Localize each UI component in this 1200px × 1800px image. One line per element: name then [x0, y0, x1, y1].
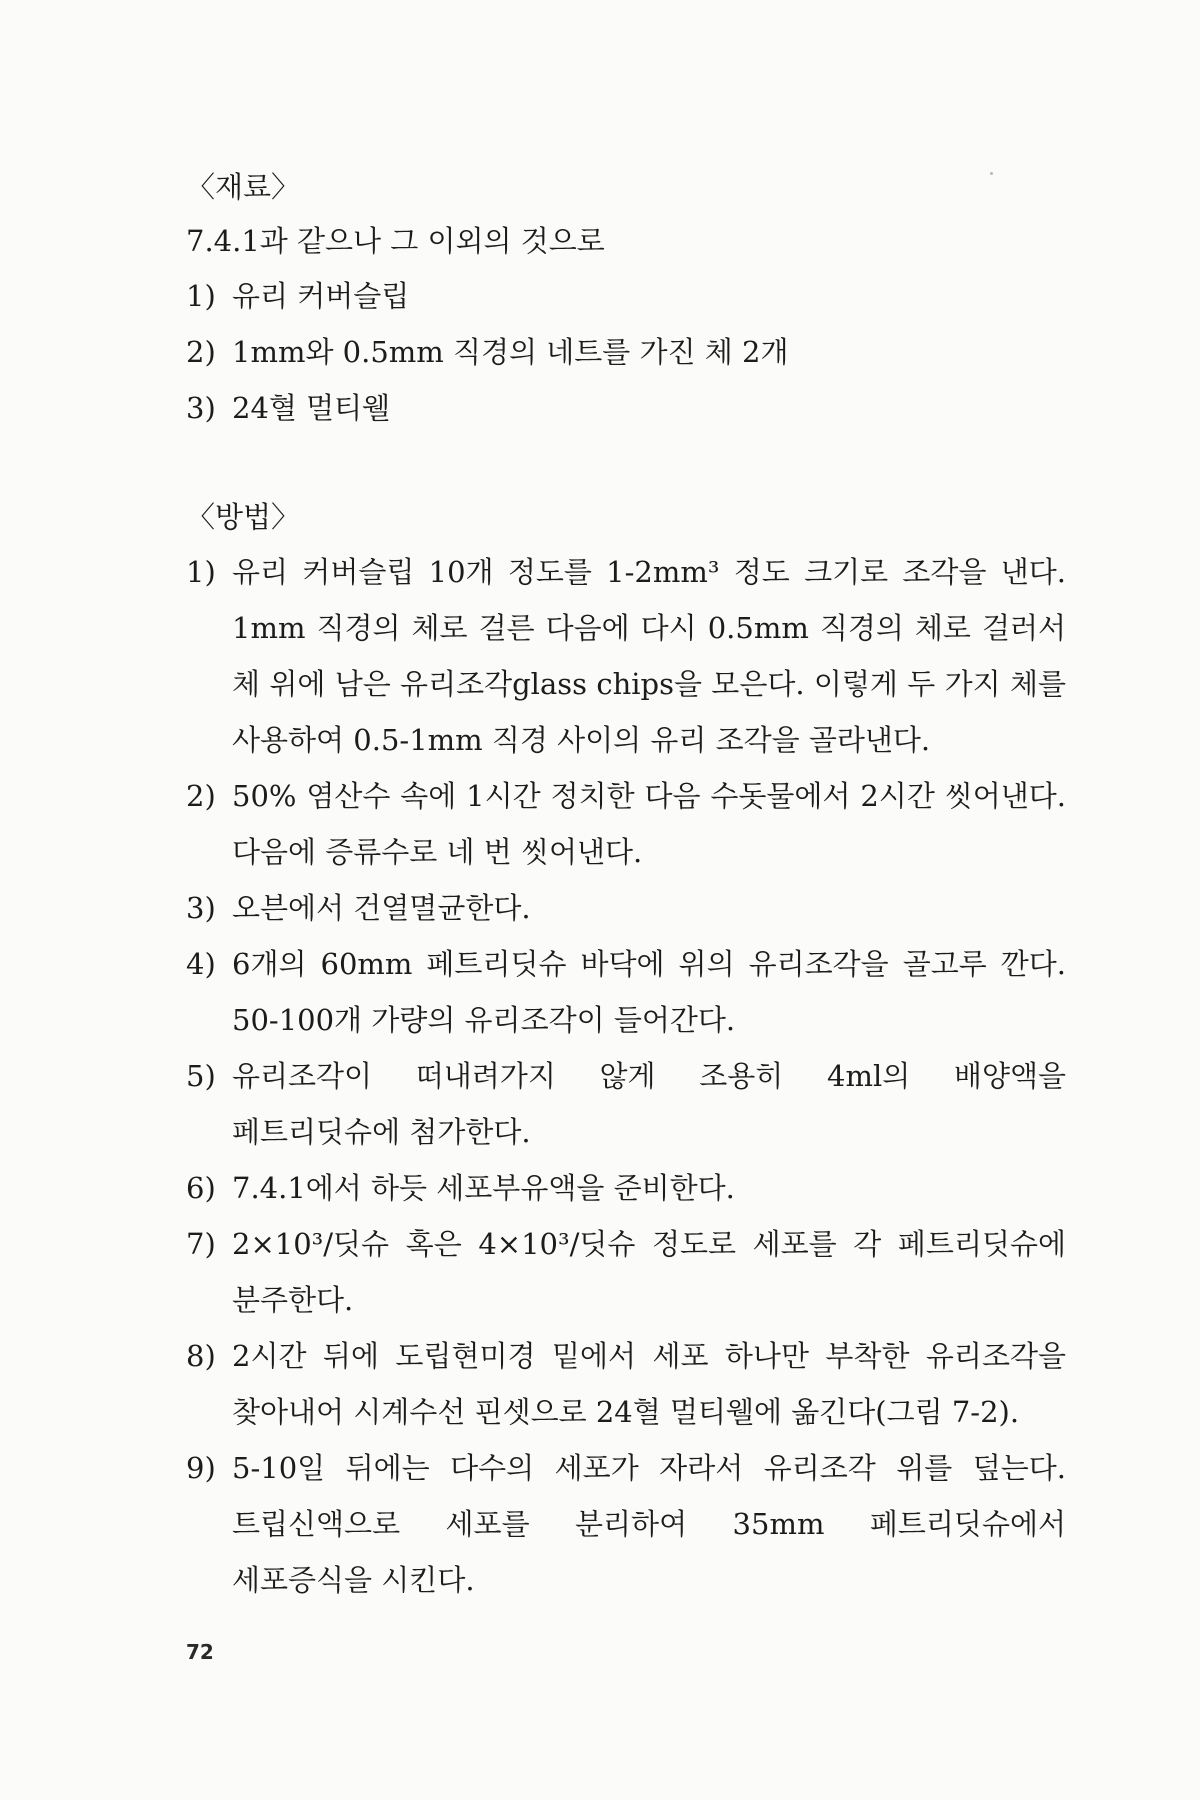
item-text: 1mm와 0.5mm 직경의 네트를 가진 체 2개 [232, 335, 789, 369]
step-number: 4) [186, 947, 216, 981]
step-text: 2시간 뒤에 도립현미경 밑에서 세포 하나만 부착한 유리조각을 찾아내어 시계수선 핀셋으로 24혈 멀티웰에 옮긴다(그림 7-2). [232, 1339, 1066, 1429]
step-number: 6) [186, 1171, 216, 1205]
method-step [186, 544, 1066, 768]
method-step [186, 880, 1066, 936]
step-text: 5-10일 뒤에는 다수의 세포가 자라서 유리조각 위를 덮는다. 트립신액으로 세포를 분리하여 35mm 페트리딧슈에서 세포증식을 시킨다. [232, 1451, 1066, 1597]
materials-item [186, 324, 1066, 380]
page-content [186, 160, 1066, 1608]
item-text: 24혈 멀티웰 [232, 391, 391, 425]
item-number: 2) [186, 335, 216, 369]
step-text: 6개의 60mm 페트리딧슈 바닥에 위의 유리조각을 골고루 깐다. 50-100개 가량의 유리조각이 들어간다. [232, 947, 1066, 1037]
method-step [186, 1160, 1066, 1216]
materials-heading: 〈재료〉 [186, 170, 301, 204]
method-heading: 〈방법〉 [186, 500, 301, 534]
materials-item [186, 380, 1066, 436]
step-text: 오븐에서 건열멸균한다. [232, 891, 531, 925]
step-number: 3) [186, 891, 216, 925]
page-number: 72 [186, 1640, 214, 1664]
step-number: 5) [186, 1059, 216, 1093]
materials-intro: 7.4.1과 같으나 그 이외의 것으로 [186, 224, 605, 258]
step-number: 8) [186, 1339, 216, 1373]
method-step [186, 936, 1066, 1048]
item-number: 1) [186, 279, 216, 313]
step-text: 유리 커버슬립 10개 정도를 1-2mm³ 정도 크기로 조각을 낸다. 1mm 직경의 체로 걸른 다음에 다시 0.5mm 직경의 체로 걸러서 체 위에 남은 유리조각glass chips을 모은다. 이렇게 두 가지 체를 사용하여 0.5-1mm 직경 사이의 유리 조각을 골라낸다. [232, 555, 1066, 757]
method-step [186, 1216, 1066, 1328]
method-step [186, 768, 1066, 880]
section-gap [186, 436, 1066, 490]
step-text: 50% 염산수 속에 1시간 정치한 다음 수돗물에서 2시간 씻어낸다. 다음에 증류수로 네 번 씻어낸다. [232, 779, 1066, 869]
step-number: 9) [186, 1451, 216, 1485]
method-step [186, 1440, 1066, 1608]
materials-item [186, 268, 1066, 324]
step-number: 7) [186, 1227, 216, 1261]
method-step [186, 1048, 1066, 1160]
method-step [186, 1328, 1066, 1440]
method-section [186, 490, 1066, 1608]
step-text: 유리조각이 떠내려가지 않게 조용히 4ml의 배양액을 페트리딧슈에 첨가한다. [232, 1059, 1066, 1149]
step-text: 2×10³/딧슈 혹은 4×10³/딧슈 정도로 세포를 각 페트리딧슈에 분주한다. [232, 1227, 1066, 1317]
step-number: 1) [186, 555, 216, 589]
item-number: 3) [186, 391, 216, 425]
item-text: 유리 커버슬립 [232, 279, 410, 313]
step-number: 2) [186, 779, 216, 813]
materials-section [186, 160, 1066, 436]
step-text: 7.4.1에서 하듯 세포부유액을 준비한다. [232, 1171, 735, 1205]
